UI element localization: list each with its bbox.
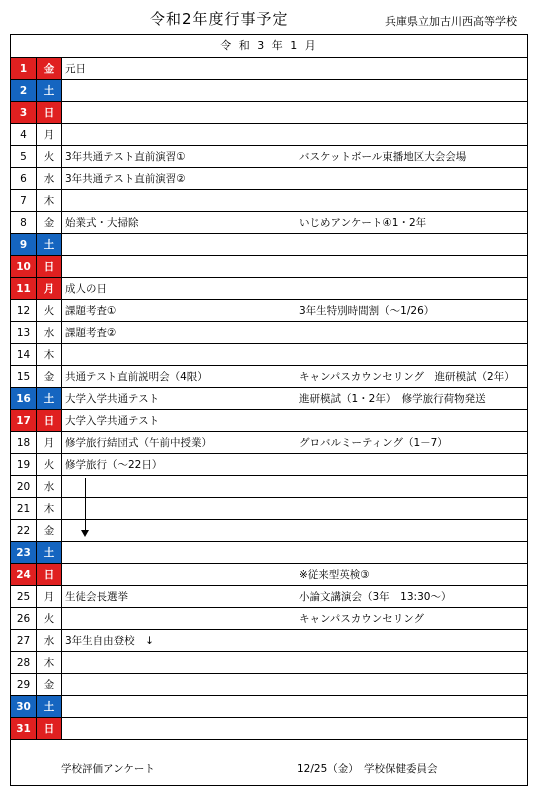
table-row [11, 366, 527, 388]
event-cell: 元日 [62, 58, 298, 80]
weekday-cell: 土 [37, 542, 62, 564]
trip-duration-arrow-head [81, 530, 89, 537]
event-note-cell: キャンパスカウンセリング 進研模試（2年） [297, 366, 527, 388]
date-cell: 4 [11, 124, 37, 146]
event-cell [62, 696, 298, 718]
date-cell: 17 [11, 410, 37, 432]
event-cell: 成人の日 [62, 278, 298, 300]
table-row [11, 80, 527, 102]
date-cell: 9 [11, 234, 37, 256]
event-note-cell: ※従来型英検③ [297, 564, 527, 586]
date-cell: 1 [11, 58, 37, 80]
event-note-cell [297, 322, 527, 344]
event-cell [62, 476, 298, 498]
event-cell [62, 608, 298, 630]
table-row [11, 652, 527, 674]
date-cell: 20 [11, 476, 37, 498]
weekday-cell: 木 [37, 344, 62, 366]
date-cell: 7 [11, 190, 37, 212]
event-cell [62, 520, 298, 542]
weekday-cell: 日 [37, 564, 62, 586]
schedule-table [11, 58, 527, 740]
schedule-sheet [10, 34, 528, 786]
weekday-cell: 木 [37, 498, 62, 520]
weekday-cell: 日 [37, 102, 62, 124]
table-row [11, 586, 527, 608]
date-cell: 5 [11, 146, 37, 168]
event-cell [62, 80, 298, 102]
table-row [11, 300, 527, 322]
table-row [11, 256, 527, 278]
date-cell: 24 [11, 564, 37, 586]
weekday-cell: 木 [37, 190, 62, 212]
table-row [11, 124, 527, 146]
date-cell: 6 [11, 168, 37, 190]
weekday-cell: 土 [37, 388, 62, 410]
weekday-cell: 火 [37, 146, 62, 168]
event-cell: 生徒会長選挙 [62, 586, 298, 608]
date-cell: 29 [11, 674, 37, 696]
weekday-cell: 金 [37, 58, 62, 80]
event-cell [62, 124, 298, 146]
weekday-cell: 土 [37, 696, 62, 718]
event-cell [62, 102, 298, 124]
weekday-cell: 火 [37, 454, 62, 476]
page-title: 令和2年度行事予定 [150, 10, 289, 28]
date-cell: 25 [11, 586, 37, 608]
date-cell: 19 [11, 454, 37, 476]
table-row [11, 718, 527, 740]
trip-duration-arrow-line [85, 478, 86, 533]
date-cell: 30 [11, 696, 37, 718]
event-note-cell: キャンパスカウンセリング [297, 608, 527, 630]
event-cell: 大学入学共通テスト [62, 410, 298, 432]
date-cell: 8 [11, 212, 37, 234]
table-row [11, 212, 527, 234]
event-note-cell [297, 696, 527, 718]
weekday-cell: 金 [37, 520, 62, 542]
weekday-cell: 月 [37, 586, 62, 608]
table-row [11, 168, 527, 190]
date-cell: 18 [11, 432, 37, 454]
weekday-cell: 木 [37, 652, 62, 674]
event-note-cell [297, 80, 527, 102]
date-cell: 13 [11, 322, 37, 344]
event-note-cell [297, 498, 527, 520]
event-cell: 始業式・大掃除 [62, 212, 298, 234]
date-cell: 31 [11, 718, 37, 740]
event-note-cell: 3年生特別時間割（～1/26） [297, 300, 527, 322]
table-row [11, 432, 527, 454]
event-note-cell: グロバルミーティング（1－7） [297, 432, 527, 454]
event-cell: 修学旅行（～22日） [62, 454, 298, 476]
event-note-cell [297, 256, 527, 278]
event-cell [62, 674, 298, 696]
date-cell: 12 [11, 300, 37, 322]
event-note-cell [297, 102, 527, 124]
event-cell [62, 542, 298, 564]
event-cell: 3年共通テスト直前演習① [62, 146, 298, 168]
event-cell: 大学入学共通テスト [62, 388, 298, 410]
date-cell: 23 [11, 542, 37, 564]
date-cell: 26 [11, 608, 37, 630]
table-row [11, 344, 527, 366]
weekday-cell: 水 [37, 630, 62, 652]
weekday-cell: 日 [37, 256, 62, 278]
event-cell: 課題考査② [62, 322, 298, 344]
date-cell: 15 [11, 366, 37, 388]
event-note-cell: 進研模試（1・2年） 修学旅行荷物発送 [297, 388, 527, 410]
table-row [11, 696, 527, 718]
month-header: 令 和 3 年 1 月 [11, 35, 527, 58]
table-row [11, 410, 527, 432]
date-cell: 28 [11, 652, 37, 674]
event-cell: 修学旅行結団式（午前中授業） [62, 432, 298, 454]
date-cell: 2 [11, 80, 37, 102]
event-note-cell [297, 476, 527, 498]
weekday-cell: 日 [37, 718, 62, 740]
date-cell: 16 [11, 388, 37, 410]
weekday-cell: 水 [37, 168, 62, 190]
table-row [11, 564, 527, 586]
weekday-cell: 金 [37, 212, 62, 234]
date-cell: 3 [11, 102, 37, 124]
table-row [11, 278, 527, 300]
event-cell [62, 498, 298, 520]
table-row [11, 498, 527, 520]
footer-left-note: 学校評価アンケート [61, 763, 155, 775]
table-row [11, 146, 527, 168]
event-note-cell [297, 630, 527, 652]
event-note-cell [297, 652, 527, 674]
event-note-cell [297, 718, 527, 740]
footer-notes [11, 740, 527, 784]
event-note-cell [297, 58, 527, 80]
table-row [11, 102, 527, 124]
weekday-cell: 火 [37, 300, 62, 322]
weekday-cell: 水 [37, 476, 62, 498]
date-cell: 27 [11, 630, 37, 652]
table-row [11, 454, 527, 476]
event-cell [62, 718, 298, 740]
event-cell [62, 652, 298, 674]
event-note-cell [297, 124, 527, 146]
event-note-cell [297, 520, 527, 542]
weekday-cell: 土 [37, 80, 62, 102]
table-row [11, 542, 527, 564]
table-row [11, 322, 527, 344]
event-note-cell [297, 278, 527, 300]
event-cell [62, 234, 298, 256]
event-cell: 課題考査① [62, 300, 298, 322]
event-cell [62, 256, 298, 278]
weekday-cell: 月 [37, 124, 62, 146]
event-note-cell [297, 410, 527, 432]
date-cell: 11 [11, 278, 37, 300]
event-note-cell [297, 542, 527, 564]
weekday-cell: 月 [37, 278, 62, 300]
event-note-cell [297, 168, 527, 190]
table-row [11, 234, 527, 256]
event-cell [62, 190, 298, 212]
table-row [11, 608, 527, 630]
weekday-cell: 土 [37, 234, 62, 256]
event-cell [62, 564, 298, 586]
weekday-cell: 金 [37, 366, 62, 388]
weekday-cell: 水 [37, 322, 62, 344]
event-note-cell [297, 454, 527, 476]
event-cell: 3年生自由登校 ↓ [62, 630, 298, 652]
table-row [11, 630, 527, 652]
date-cell: 14 [11, 344, 37, 366]
date-cell: 22 [11, 520, 37, 542]
event-note-cell [297, 234, 527, 256]
event-cell [62, 344, 298, 366]
school-name: 兵庫県立加古川西高等学校 [385, 15, 517, 28]
weekday-cell: 金 [37, 674, 62, 696]
table-row [11, 674, 527, 696]
event-cell: 共通テスト直前説明会（4限） [62, 366, 298, 388]
event-note-cell: バスケットボール東播地区大会会場 [297, 146, 527, 168]
date-cell: 10 [11, 256, 37, 278]
event-note-cell [297, 674, 527, 696]
table-row [11, 58, 527, 80]
table-row [11, 190, 527, 212]
date-cell: 21 [11, 498, 37, 520]
footer-right-note: 12/25（金） 学校保健委員会 [297, 763, 438, 775]
table-row [11, 388, 527, 410]
event-note-cell [297, 344, 527, 366]
weekday-cell: 月 [37, 432, 62, 454]
event-note-cell [297, 190, 527, 212]
weekday-cell: 火 [37, 608, 62, 630]
weekday-cell: 日 [37, 410, 62, 432]
event-cell: 3年共通テスト直前演習② [62, 168, 298, 190]
table-row [11, 476, 527, 498]
event-note-cell: いじめアンケート④1・2年 [297, 212, 527, 234]
event-note-cell: 小論文講演会（3年 13:30～） [297, 586, 527, 608]
